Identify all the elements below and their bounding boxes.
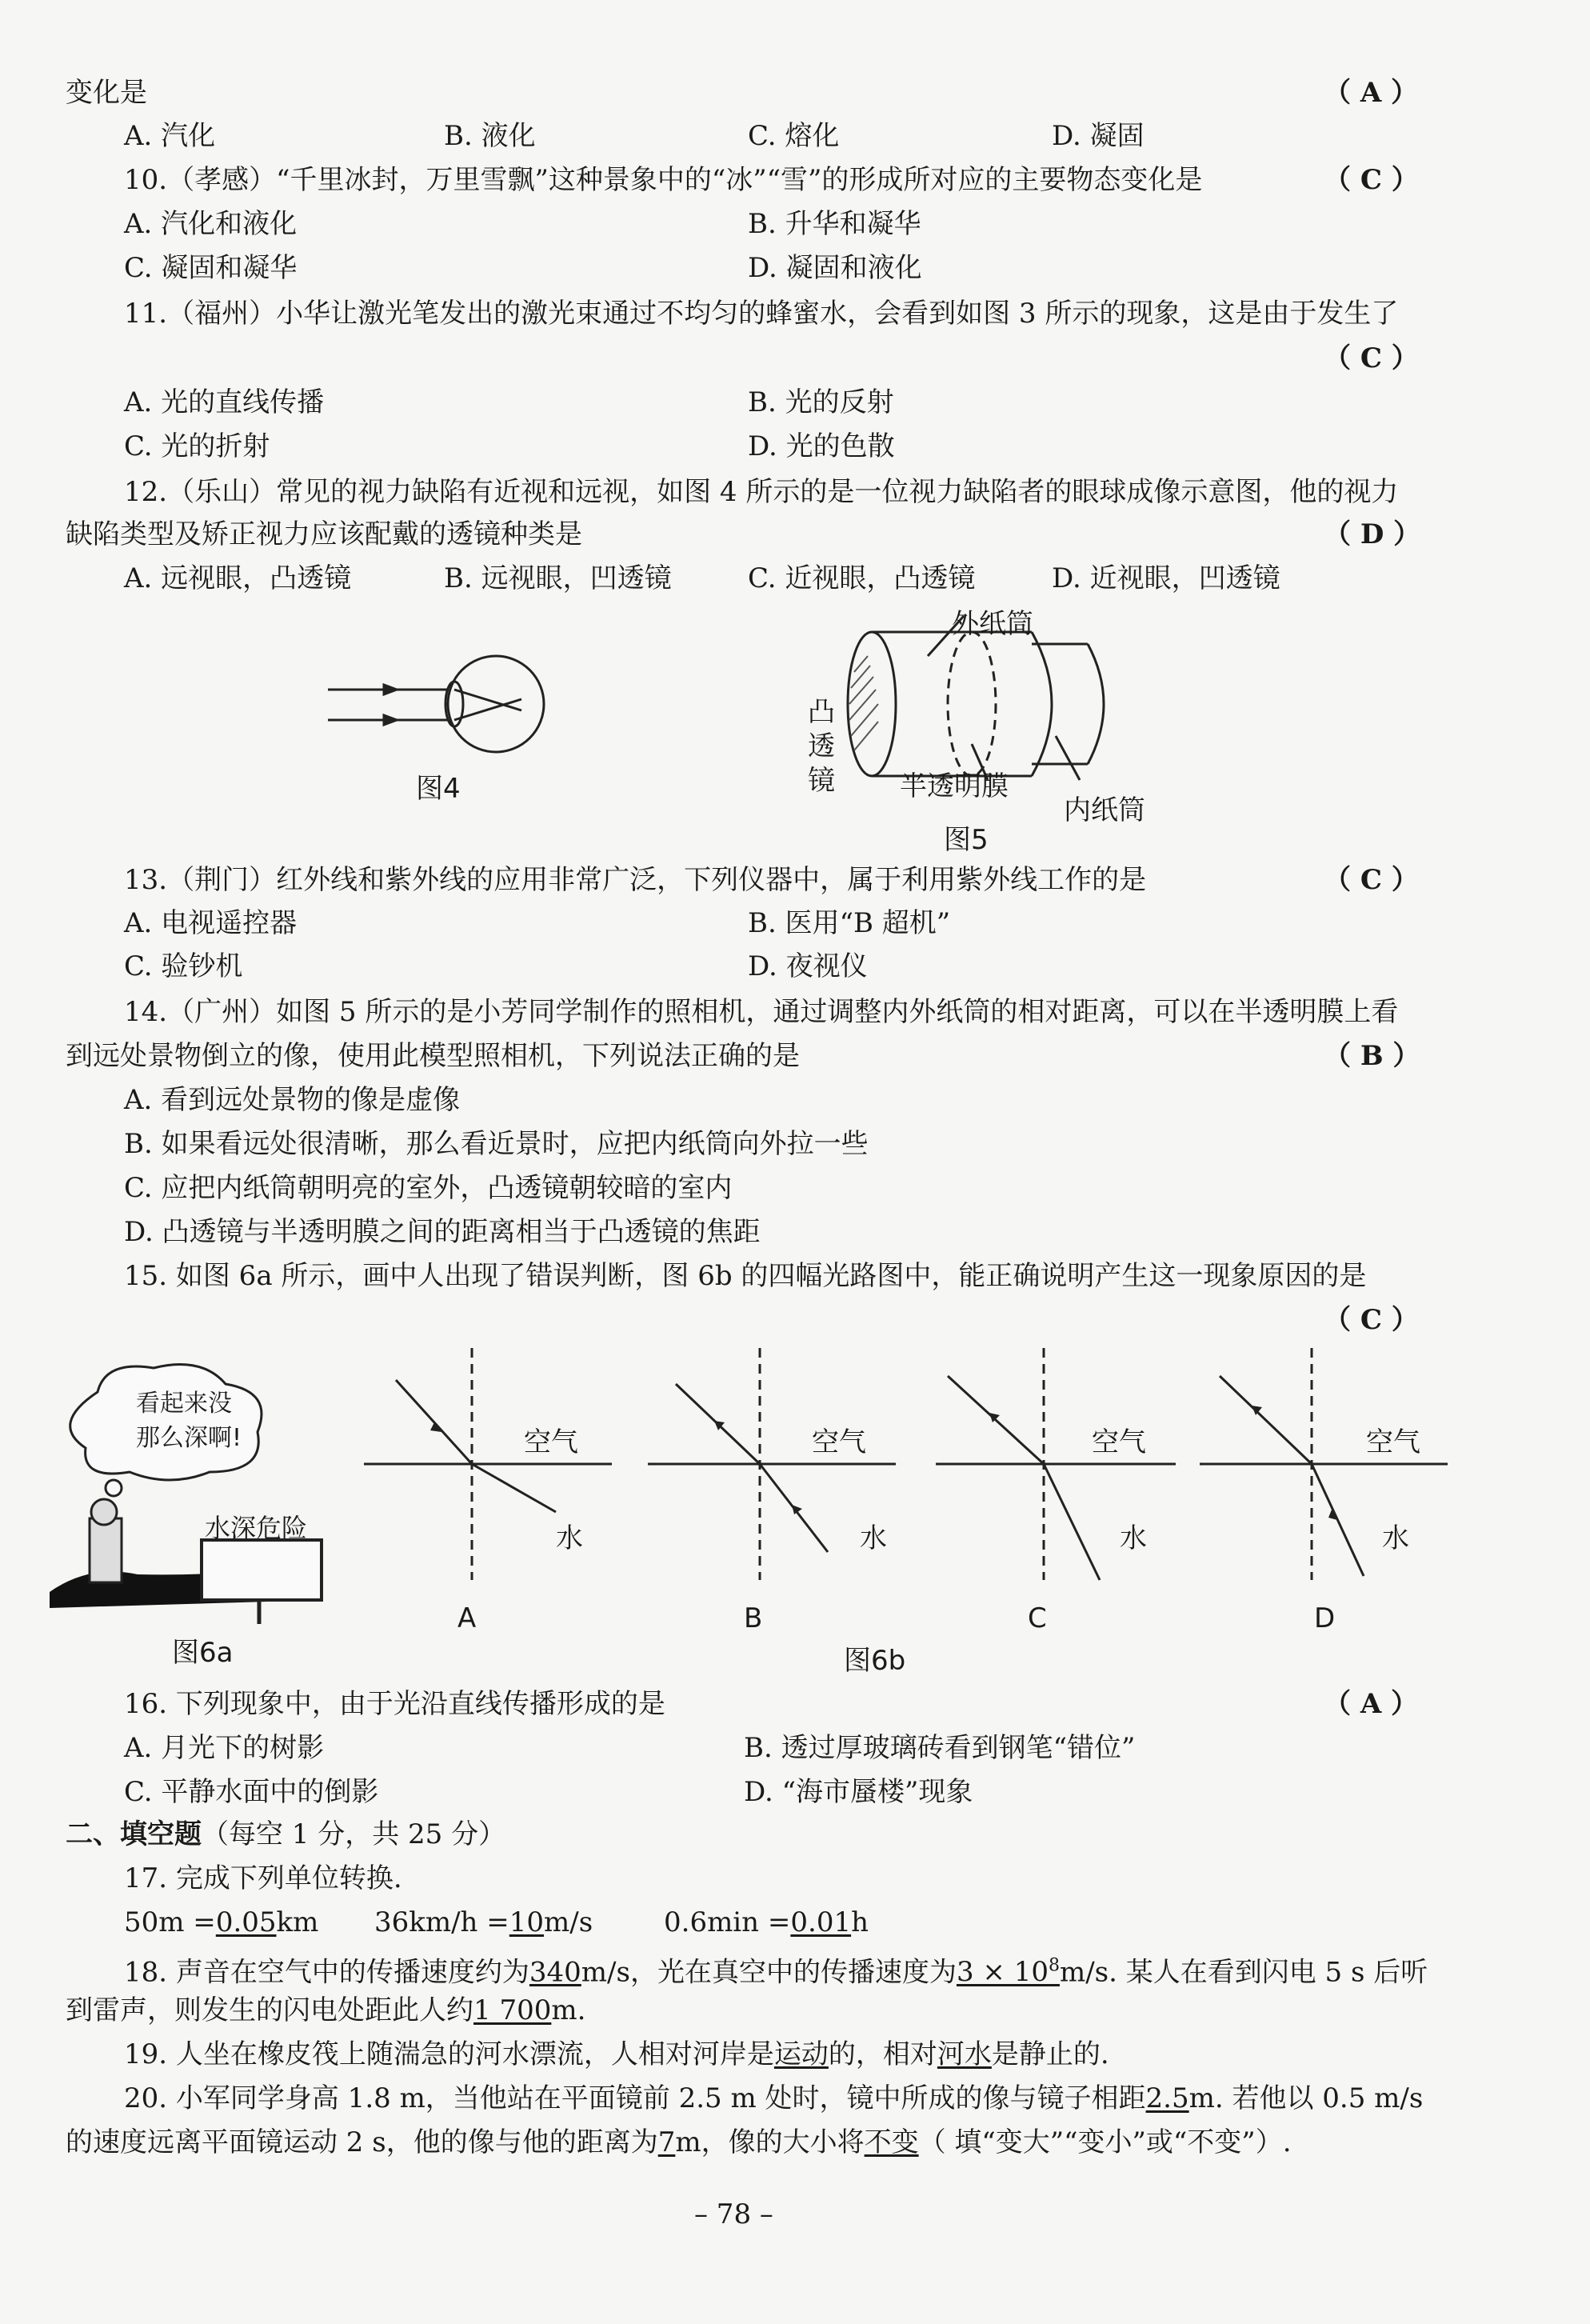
q10-option-a: A. 汽化和液化	[124, 208, 298, 240]
figure-6a-sign-text: 水深危险	[205, 1513, 308, 1543]
q17-a-unit: km	[276, 1906, 319, 1938]
q9-option-a: A. 汽化	[124, 120, 216, 152]
figure-6b-b-water-label: 水	[860, 1522, 887, 1554]
q11-option-c: C. 光的折射	[124, 430, 270, 462]
q14-answer: （ B ）	[1324, 1040, 1420, 1072]
q12-answer: （ D ）	[1324, 518, 1421, 550]
q19-text-2: 的，相对	[828, 2038, 937, 2070]
q13-option-d: D. 夜视仪	[748, 950, 868, 982]
q19-answer-2: 河水	[937, 2038, 992, 2070]
figure-6b-caption: 图6b	[844, 1645, 906, 1677]
q17-c-unit: h	[851, 1906, 869, 1938]
q20-answer-1: 2.5	[1145, 2082, 1189, 2114]
figure-4-eye-diagram	[320, 640, 576, 752]
q16-option-c: C. 平静水面中的倒影	[124, 1776, 379, 1808]
q12-stem-line2: 缺陷类型及矫正视力应该配戴的透镜种类是	[66, 518, 582, 550]
q13-option-c: C. 验钞机	[124, 950, 243, 982]
q9-answer: （ A ）	[1324, 77, 1419, 109]
q18-answer-2	[957, 1956, 1060, 1988]
q20-text-1: 20. 小军同学身高 1.8 m，当他站在平面镜前 2.5 m 处时，镜中所成的像与镜子相距	[124, 2082, 1146, 2114]
q20-line1	[124, 2082, 1423, 2114]
q10-option-c: C. 凝固和凝华	[124, 252, 298, 284]
q13-option-a: A. 电视遥控器	[124, 907, 298, 939]
q18-line1	[124, 1950, 1428, 1988]
q18-answer-3: 1 700	[473, 1994, 552, 2026]
q13-option-b: B. 医用“B 超机”	[748, 907, 951, 939]
q11-answer: （ C ）	[1324, 342, 1419, 374]
q18-text-1: 18. 声音在空气中的传播速度约为	[124, 1956, 529, 1989]
q16-option-d: D. “海市蜃楼”现象	[744, 1776, 973, 1808]
figure-6a-bubble-line2: 那么深啊!	[136, 1424, 242, 1452]
figure-5-lens-label-1: 凸	[808, 696, 835, 728]
figure-6b-label-c: C	[1028, 1602, 1047, 1634]
q9-option-d: D. 凝固	[1052, 120, 1145, 152]
q20-text-3: 的速度远离平面镜运动 2 s，他的像与他的距离为	[66, 2126, 658, 2158]
figure-6b-label-d: D	[1314, 1602, 1336, 1634]
q20-text-5: （ 填“变大”“变小”或“不变”）.	[918, 2126, 1292, 2158]
q12-option-a: A. 远视眼，凸透镜	[124, 562, 352, 594]
q10-answer: （ C ）	[1324, 164, 1419, 196]
q14-stem-line1: 14.（广州）如图 5 所示的是小芳同学制作的照相机，通过调整内外纸筒的相对距离，可以在半透明膜上看	[124, 996, 1399, 1028]
section-2-heading	[66, 1818, 505, 1850]
q17-stem: 17. 完成下列单位转换.	[124, 1862, 402, 1894]
q18-text-5: m.	[551, 1994, 586, 2026]
figure-6b-b-air-label: 空气	[812, 1426, 866, 1458]
q17-b-unit: m/s	[544, 1906, 593, 1938]
figure-4-caption: 图4	[416, 773, 461, 805]
q12-option-d: D. 近视眼，凹透镜	[1052, 562, 1280, 594]
q13-stem: 13.（荆门）红外线和紫外线的应用非常广泛，下列仪器中，属于利用紫外线工作的是	[124, 864, 1147, 896]
q18-answer-2-exponent: 8	[1048, 1956, 1060, 1976]
q17-a-prefix: 50m =	[124, 1906, 216, 1938]
figure-6b-d-air-label: 空气	[1366, 1426, 1420, 1458]
q17-c-answer: 0.01	[790, 1906, 852, 1938]
q19-line	[124, 2038, 1109, 2070]
figure-6b-diagram-c	[936, 1348, 1192, 1588]
q17-item-c	[664, 1906, 869, 1938]
q15-answer: （ C ）	[1324, 1304, 1419, 1336]
q14-option-d: D. 凸透镜与半透明膜之间的距离相当于凸透镜的焦距	[124, 1216, 761, 1248]
q20-text-4: m，像的大小将	[675, 2126, 865, 2158]
q12-option-c: C. 近视眼，凸透镜	[748, 562, 976, 594]
q17-c-prefix: 0.6min =	[664, 1906, 791, 1938]
q14-stem-line2: 到远处景物倒立的像，使用此模型照相机，下列说法正确的是	[66, 1040, 800, 1072]
q16-option-b: B. 透过厚玻璃砖看到钢笔“错位”	[744, 1732, 1136, 1764]
figure-6a-bubble-line1: 看起来没	[136, 1390, 232, 1418]
q11-option-d: D. 光的色散	[748, 430, 895, 462]
q17-a-answer: 0.05	[215, 1906, 277, 1938]
q17-b-answer: 10	[509, 1906, 545, 1938]
q18-answer-1: 340	[529, 1956, 581, 1989]
figure-6b-c-water-label: 水	[1120, 1522, 1147, 1554]
q11-stem: 11.（福州）小华让激光笔发出的激光束通过不均匀的蜂蜜水，会看到如图 3 所示的现象，这是由于发生了	[124, 298, 1399, 330]
q19-text-1: 19. 人坐在橡皮筏上随湍急的河水漂流，人相对河岸是	[124, 2038, 774, 2070]
q19-text-3: 是静止的.	[991, 2038, 1109, 2070]
figure-5-inner-tube-label: 内纸筒	[1064, 794, 1145, 826]
q19-answer-1: 运动	[773, 2038, 829, 2070]
q18-text-4: 到雷声，则发生的闪电处距此人约	[66, 1994, 473, 2026]
figure-6b-c-air-label: 空气	[1092, 1426, 1146, 1458]
figure-5-outer-tube-label: 外纸筒	[952, 608, 1033, 640]
q18-text-3: m/s. 某人在看到闪电 5 s 后听	[1059, 1956, 1428, 1989]
figure-6b-a-water-label: 水	[556, 1522, 583, 1554]
figure-5-lens-label-2: 透	[808, 730, 835, 762]
q11-option-b: B. 光的反射	[748, 386, 894, 418]
figure-6b-a-air-label: 空气	[524, 1426, 578, 1458]
q11-option-a: A. 光的直线传播	[124, 386, 325, 418]
q16-stem: 16. 下列现象中，由于光沿直线传播形成的是	[124, 1688, 665, 1720]
figure-5-caption: 图5	[944, 824, 989, 856]
figure-6b-diagram-d	[1200, 1348, 1456, 1588]
figure-6b-label-b: B	[744, 1602, 763, 1634]
q20-answer-2: 7	[657, 2126, 676, 2158]
q18-line2	[66, 1994, 585, 2026]
figure-6b-d-water-label: 水	[1382, 1522, 1409, 1554]
q14-option-c: C. 应把内纸筒朝明亮的室外，凸透镜朝较暗的室内	[124, 1172, 733, 1204]
q20-line2	[66, 2126, 1292, 2158]
q9-stem-tail: 变化是	[66, 77, 147, 109]
q15-stem: 15. 如图 6a 所示，画中人出现了错误判断，图 6b 的四幅光路图中，能正确说明产生这一现象原因的是	[124, 1260, 1367, 1292]
q20-text-2: m. 若他以 0.5 m/s	[1189, 2082, 1424, 2114]
q17-item-a	[124, 1906, 318, 1938]
q14-option-a: A. 看到远处景物的像是虚像	[124, 1084, 461, 1116]
q12-stem-line1: 12.（乐山）常见的视力缺陷有近视和远视，如图 4 所示的是一位视力缺陷者的眼球成像示意图，他的视力	[124, 476, 1399, 508]
figure-5-lens-label-3: 镜	[808, 765, 835, 797]
q9-option-c: C. 熔化	[748, 120, 840, 152]
q18-text-2: m/s，光在真空中的传播速度为	[581, 1956, 957, 1989]
q16-answer: （ A ）	[1324, 1688, 1419, 1720]
figure-6b-label-a: A	[457, 1602, 477, 1634]
q17-b-prefix: 36km/h =	[374, 1906, 509, 1938]
q13-answer: （ C ）	[1324, 864, 1419, 896]
q10-stem: 10.（孝感）“千里冰封，万里雪飘”这种景象中的“冰”“雪”的形成所对应的主要物态变化是	[124, 164, 1203, 196]
section-2-note: （每空 1 分，共 25 分）	[202, 1818, 506, 1850]
q17-item-b	[374, 1906, 593, 1938]
q10-option-d: D. 凝固和液化	[748, 252, 922, 284]
section-2-title: 二、填空题	[66, 1818, 202, 1850]
q18-answer-2-base: 3 × 10	[956, 1956, 1049, 1989]
q10-option-b: B. 升华和凝华	[748, 208, 921, 240]
q9-option-b: B. 液化	[444, 120, 536, 152]
figure-5-film-label: 半透明膜	[900, 770, 1009, 802]
q20-answer-3: 不变	[864, 2126, 919, 2158]
q16-option-a: A. 月光下的树影	[124, 1732, 325, 1764]
figure-6a-caption: 图6a	[172, 1637, 234, 1669]
q12-option-b: B. 远视眼，凹透镜	[444, 562, 672, 594]
q14-option-b: B. 如果看远处很清晰，那么看近景时，应把内纸筒向外拉一些	[124, 1128, 869, 1160]
page-number: – 78 –	[694, 2198, 773, 2230]
